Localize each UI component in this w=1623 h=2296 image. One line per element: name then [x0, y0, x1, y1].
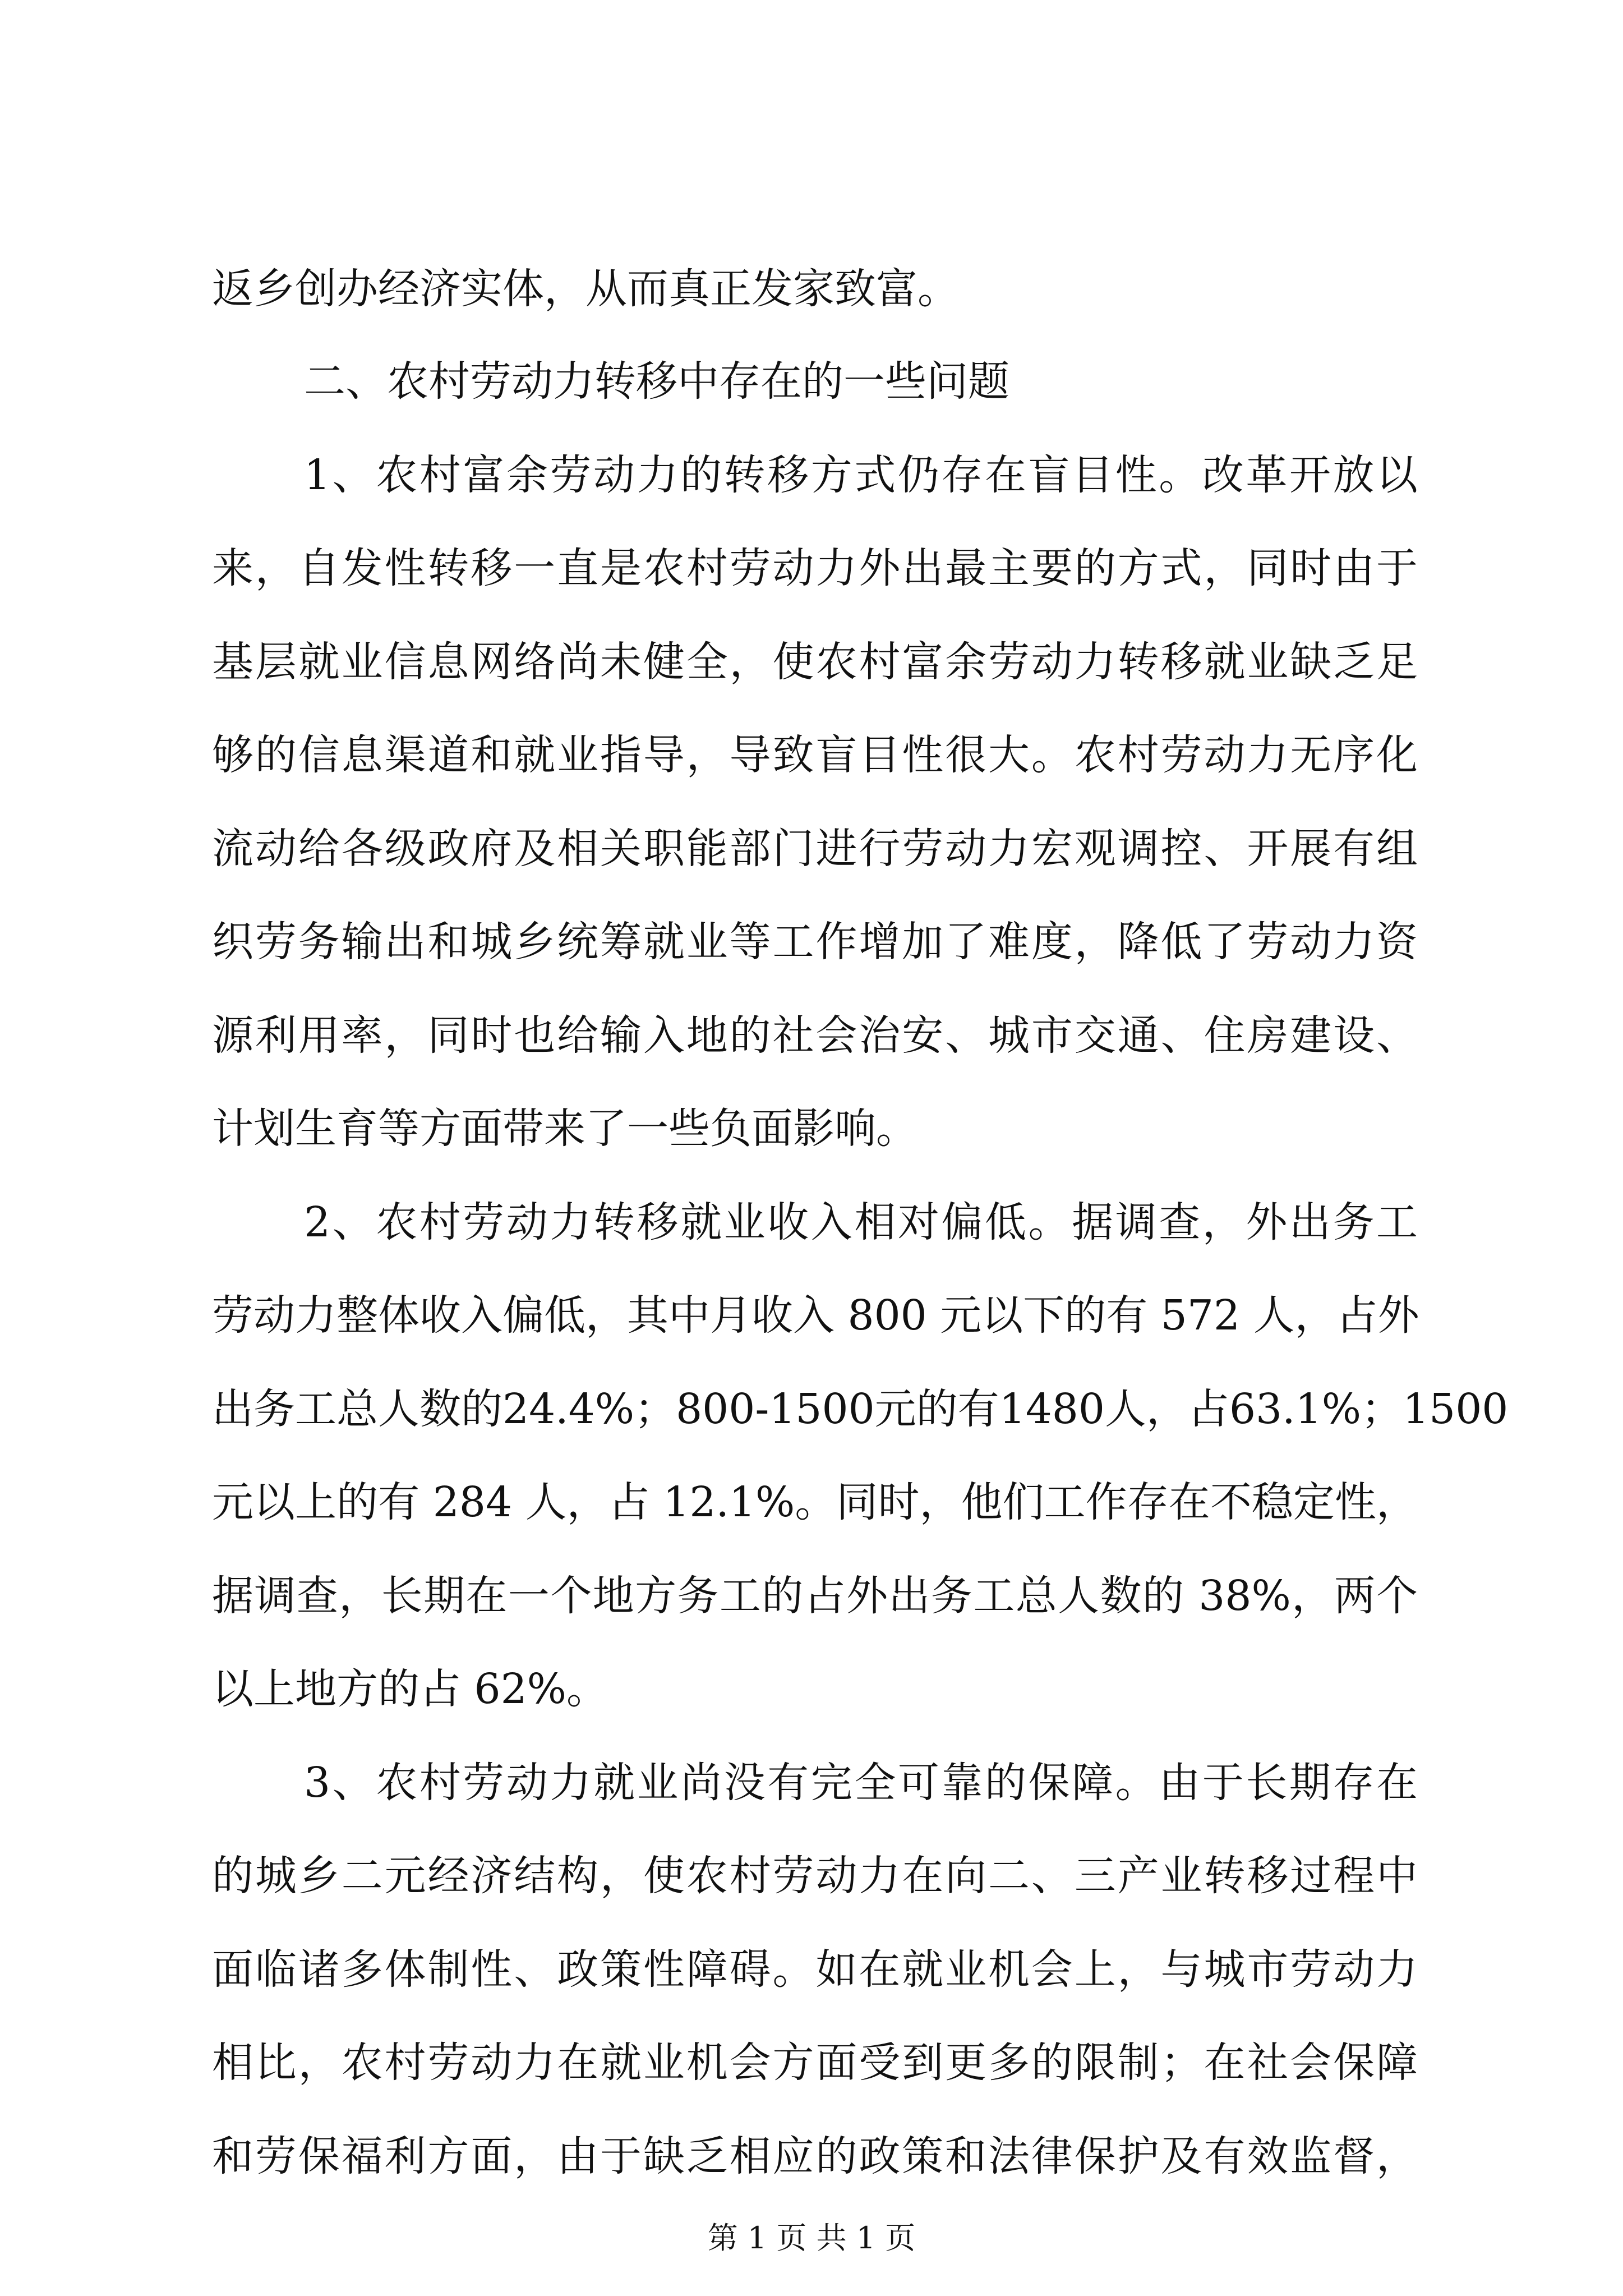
paragraph-line: 流动给各级政府及相关职能部门进行劳动力宏观调控、开展有组 [212, 825, 1418, 873]
paragraph-line: 的城乡二元经济结构，使农村劳动力在向二、三产业转移过程中 [212, 1852, 1418, 1900]
paragraph-line: 出务工总人数的24.4%；800-1500元的有1480人，占63.1%；1500 [212, 1385, 1509, 1433]
paragraph-line: 元以上的有 284 人，占 12.1%。同时，他们工作存在不稳定性， [212, 1478, 1418, 1526]
paragraph-line: 3、农村劳动力就业尚没有完全可靠的保障。由于长期存在 [304, 1759, 1418, 1807]
paragraph-line: 基层就业信息网络尚未健全，使农村富余劳动力转移就业缺乏足 [212, 638, 1418, 686]
paragraph-line: 源利用率，同时也给输入地的社会治安、城市交通、住房建设、 [212, 1011, 1418, 1060]
paragraph-line: 以上地方的占 62%。 [212, 1665, 608, 1713]
paragraph-line: 和劳保福利方面，由于缺乏相应的政策和法律保护及有效监督， [212, 2132, 1418, 2180]
page-number-footer: 第 1 页 共 1 页 [707, 2220, 916, 2256]
paragraph-line: 劳动力整体收入偏低，其中月收入 800 元以下的有 572 人，占外 [212, 1291, 1419, 1340]
paragraph-line: 据调查，长期在一个地方务工的占外出务工总人数的 38%，两个 [212, 1572, 1418, 1620]
paragraph-line: 来，自发性转移一直是农村劳动力外出最主要的方式，同时由于 [212, 544, 1418, 592]
paragraph-line: 够的信息渠道和就业指导，导致盲目性很大。农村劳动力无序化 [212, 731, 1418, 779]
paragraph-line: 2、农村劳动力转移就业收入相对偏低。据调查，外出务工 [304, 1198, 1418, 1246]
paragraph-line: 面临诸多体制性、政策性障碍。如在就业机会上，与城市劳动力 [212, 1945, 1418, 1994]
paragraph-line: 计划生育等方面带来了一些负面影响。 [212, 1105, 917, 1153]
paragraph-line: 相比，农村劳动力在就业机会方面受到更多的限制；在社会保障 [212, 2039, 1418, 2087]
paragraph-line: 织劳务输出和城乡统筹就业等工作增加了难度，降低了劳动力资 [212, 918, 1418, 966]
paragraph-line: 返乡创办经济实体，从而真正发家致富。 [212, 265, 959, 313]
section-heading: 二、农村劳动力转移中存在的一些问题 [304, 357, 1009, 406]
paragraph-line: 1、农村富余劳动力的转移方式仍存在盲目性。改革开放以 [304, 451, 1418, 499]
